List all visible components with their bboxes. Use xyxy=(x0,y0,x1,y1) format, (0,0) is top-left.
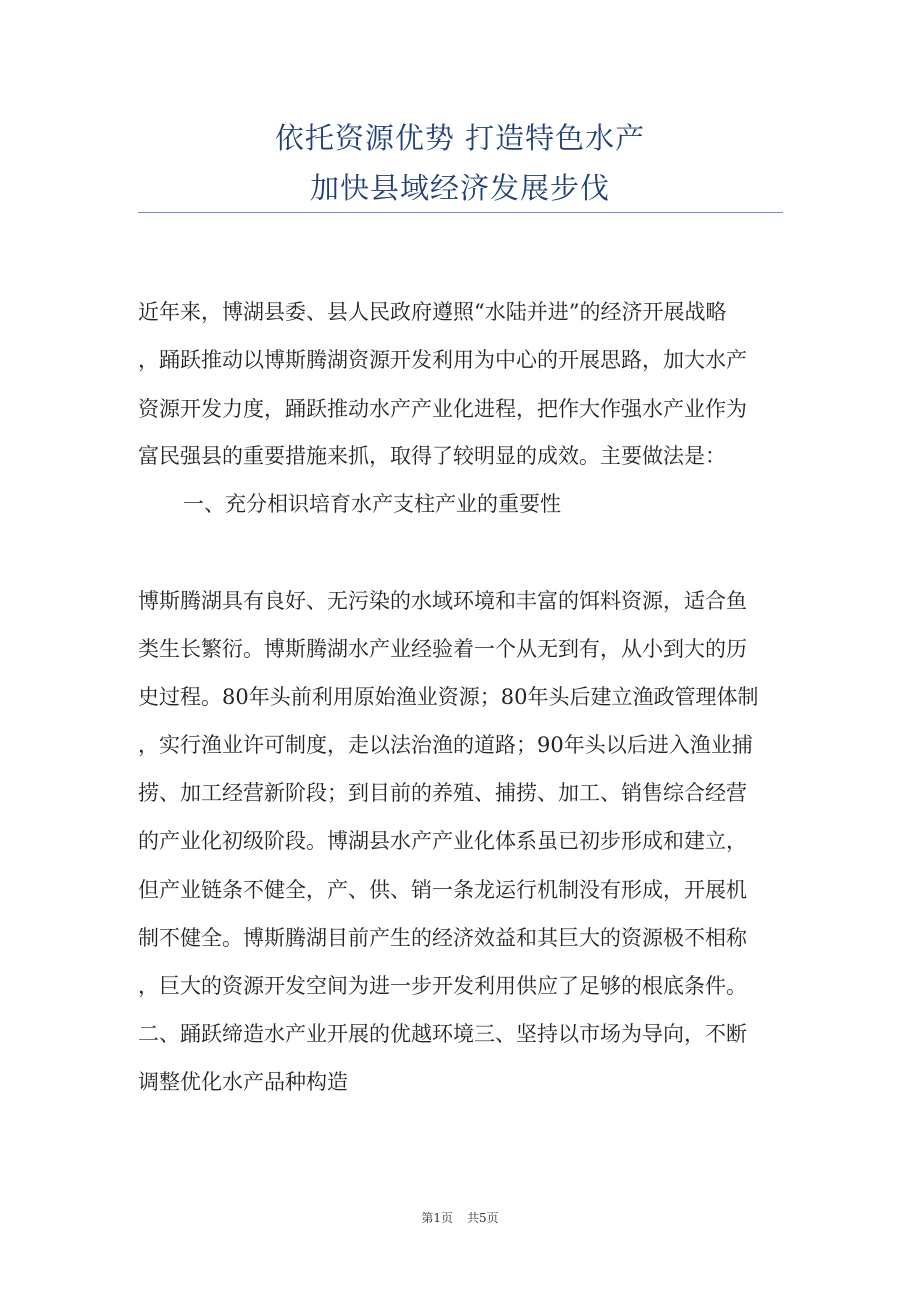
text-line: 制不健全。博斯腾湖目前产生的经济效益和其巨大的资源极不相称 xyxy=(138,926,747,950)
text-line: 史过程。80年头前利用原始渔业资源；80年头后建立渔政管理体制 xyxy=(138,685,759,709)
text-line: 的产业化初级阶段。博湖县水产产业化体系虽已初步形成和建立， xyxy=(138,829,747,853)
page-footer xyxy=(0,1209,920,1226)
text-line: 富民强县的重要措施来抓，取得了较明显的成效。主要做法是： xyxy=(138,444,726,468)
page-total: 共5页 xyxy=(467,1211,499,1225)
document-title-line-2: 加快县域经济发展步伐 xyxy=(309,171,610,205)
text-line: 调整优化水产品种构造 xyxy=(138,1070,348,1094)
title-divider xyxy=(138,212,783,213)
text-line: ，巨大的资源开发空间为进一步开发利用供应了足够的根底条件。 xyxy=(138,974,747,998)
text-line: 但产业链条不健全，产、供、销一条龙运行机制没有形成，开展机 xyxy=(138,878,747,902)
text-line: 资源开发力度，踊跃推动水产产业化进程，把作大作强水产业作为 xyxy=(138,397,747,421)
document-title-line-1: 依托资源优势 打造特色水产 xyxy=(274,121,646,155)
text-line: ，踊跃推动以博斯腾湖资源开发利用为中心的开展思路，加大水产 xyxy=(138,348,747,372)
text-line: 二、踊跃缔造水产业开展的优越环境三、坚持以市场为导向，不断 xyxy=(138,1022,747,1046)
text-line: 类生长繁衍。博斯腾湖水产业经验着一个从无到有，从小到大的历 xyxy=(138,637,747,661)
text-line: 近年来，博湖县委、县人民政府遵照“水陆并进”的经济开展战略 xyxy=(138,300,727,324)
text-line: ，实行渔业许可制度，走以法治渔的道路；90年头以后进入渔业捕 xyxy=(138,733,753,757)
text-line: 捞、加工经营新阶段；到目前的养殖、捕捞、加工、销售综合经营 xyxy=(138,781,747,805)
text-line: 博斯腾湖具有良好、无污染的水域环境和丰富的饵料资源，适合鱼 xyxy=(138,589,747,613)
section-heading-1: 一、充分相识培育水产支柱产业的重要性 xyxy=(183,492,561,516)
page-number: 第1页 xyxy=(421,1211,453,1225)
